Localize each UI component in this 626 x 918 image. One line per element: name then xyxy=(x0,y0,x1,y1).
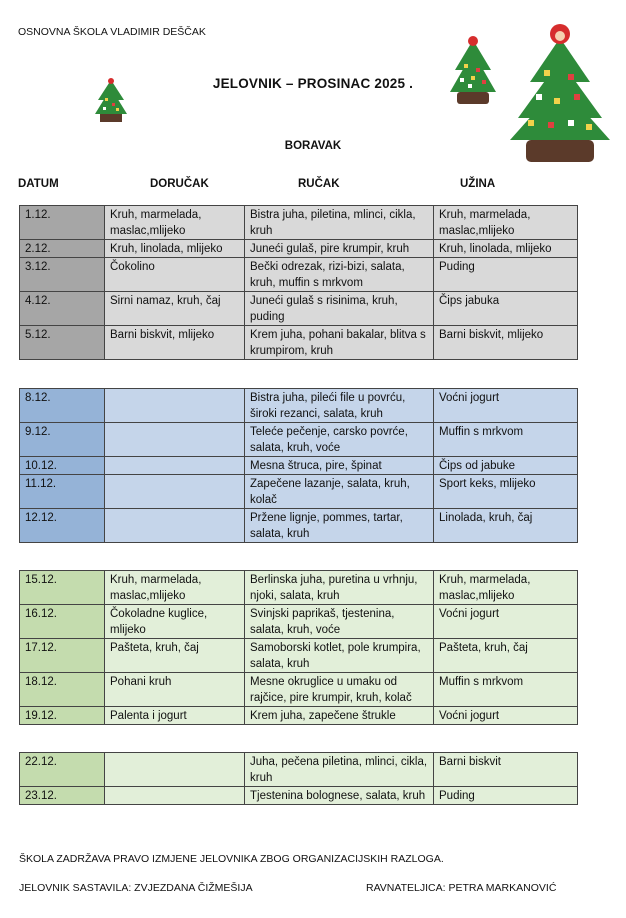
breakfast-cell xyxy=(105,787,245,805)
date-cell: 2.12. xyxy=(20,240,105,258)
breakfast-cell: Kruh, linolada, mlijeko xyxy=(105,240,245,258)
column-header-rucak: RUČAK xyxy=(298,178,340,190)
table-row xyxy=(20,605,578,639)
date-cell: 1.12. xyxy=(20,206,105,240)
christmas-tree-icon xyxy=(508,20,612,166)
page-subtitle: BORAVAK xyxy=(284,140,342,152)
date-cell: 19.12. xyxy=(20,707,105,725)
date-cell: 22.12. xyxy=(20,753,105,787)
table-row xyxy=(20,258,578,292)
table-row xyxy=(20,707,578,725)
date-cell: 5.12. xyxy=(20,326,105,360)
breakfast-cell xyxy=(105,389,245,423)
breakfast-cell: Kruh, marmelada, maslac,mlijeko xyxy=(105,206,245,240)
snack-cell: Voćni jogurt xyxy=(434,707,578,725)
table-row xyxy=(20,639,578,673)
table-row xyxy=(20,240,578,258)
breakfast-cell: Čokolino xyxy=(105,258,245,292)
snack-cell: Kruh, marmelada, maslac,mlijeko xyxy=(434,206,578,240)
lunch-cell: Teleće pečenje, carsko povrće, salata, kruh, voće xyxy=(245,423,434,457)
table-row xyxy=(20,753,578,787)
date-cell: 23.12. xyxy=(20,787,105,805)
lunch-cell: Bistra juha, piletina, mlinci, cikla, kruh xyxy=(245,206,434,240)
date-cell: 9.12. xyxy=(20,423,105,457)
lunch-cell: Tjestenina bolognese, salata, kruh xyxy=(245,787,434,805)
table-row xyxy=(20,457,578,475)
breakfast-cell: Palenta i jogurt xyxy=(105,707,245,725)
snack-cell: Puding xyxy=(434,787,578,805)
lunch-cell: Zapečene lazanje, salata, kruh, kolač xyxy=(245,475,434,509)
breakfast-cell xyxy=(105,509,245,543)
column-header-datum: DATUM xyxy=(18,178,59,190)
table-row xyxy=(20,423,578,457)
date-cell: 11.12. xyxy=(20,475,105,509)
table-row xyxy=(20,389,578,423)
table-row xyxy=(20,509,578,543)
snack-cell: Voćni jogurt xyxy=(434,389,578,423)
footer-principal: RAVNATELJICA: PETRA MARKANOVIĆ xyxy=(366,882,557,894)
lunch-cell: Mesne okruglice u umaku od rajčice, pire krumpir, kruh, kolač xyxy=(245,673,434,707)
snack-cell: Puding xyxy=(434,258,578,292)
lunch-cell: Mesna štruca, pire, špinat xyxy=(245,457,434,475)
table-row xyxy=(20,475,578,509)
date-cell: 15.12. xyxy=(20,571,105,605)
lunch-cell: Bistra juha, pileći file u povrću, široki rezanci, salata, kruh xyxy=(245,389,434,423)
menu-table-week-1 xyxy=(19,205,578,360)
column-header-uzina: UŽINA xyxy=(460,178,496,190)
snack-cell: Kruh, linolada, mlijeko xyxy=(434,240,578,258)
table-row xyxy=(20,206,578,240)
date-cell: 4.12. xyxy=(20,292,105,326)
lunch-cell: Bečki odrezak, rizi-bizi, salata, kruh, muffin s mrkvom xyxy=(245,258,434,292)
lunch-cell: Krem juha, pohani bakalar, blitva s krumpirom, kruh xyxy=(245,326,434,360)
breakfast-cell: Barni biskvit, mlijeko xyxy=(105,326,245,360)
lunch-cell: Krem juha, zapečene štrukle xyxy=(245,707,434,725)
snack-cell: Barni biskvit xyxy=(434,753,578,787)
breakfast-cell: Sirni namaz, kruh, čaj xyxy=(105,292,245,326)
menu-table-week-4 xyxy=(19,752,578,805)
breakfast-cell xyxy=(105,423,245,457)
menu-table-week-2 xyxy=(19,388,578,543)
snack-cell: Linolada, kruh, čaj xyxy=(434,509,578,543)
date-cell: 3.12. xyxy=(20,258,105,292)
lunch-cell: Juneći gulaš, pire krumpir, kruh xyxy=(245,240,434,258)
table-row xyxy=(20,571,578,605)
date-cell: 12.12. xyxy=(20,509,105,543)
lunch-cell: Svinjski paprikaš, tjestenina, salata, kruh, voće xyxy=(245,605,434,639)
date-cell: 8.12. xyxy=(20,389,105,423)
footer-author: JELOVNIK SASTAVILA: ZVJEZDANA ČIŽMEŠIJA xyxy=(19,882,253,894)
christmas-tree-icon xyxy=(92,76,130,124)
table-row xyxy=(20,673,578,707)
snack-cell: Čips od jabuke xyxy=(434,457,578,475)
snack-cell: Muffin s mrkvom xyxy=(434,423,578,457)
date-cell: 18.12. xyxy=(20,673,105,707)
page-title: JELOVNIK – PROSINAC 2025 . xyxy=(212,76,414,91)
snack-cell: Voćni jogurt xyxy=(434,605,578,639)
snack-cell: Kruh, marmelada, maslac,mlijeko xyxy=(434,571,578,605)
snack-cell: Čips jabuka xyxy=(434,292,578,326)
lunch-cell: Pržene lignje, pommes, tartar, salata, kruh xyxy=(245,509,434,543)
snack-cell: Sport keks, mlijeko xyxy=(434,475,578,509)
footer-note: ŠKOLA ZADRŽAVA PRAVO IZMJENE JELOVNIKA ZBOG ORGANIZACIJSKIH RAZLOGA. xyxy=(19,853,444,865)
breakfast-cell xyxy=(105,457,245,475)
menu-table-week-3 xyxy=(19,570,578,725)
snack-cell: Muffin s mrkvom xyxy=(434,673,578,707)
breakfast-cell: Kruh, marmelada, maslac,mlijeko xyxy=(105,571,245,605)
table-row xyxy=(20,292,578,326)
breakfast-cell: Pohani kruh xyxy=(105,673,245,707)
table-row xyxy=(20,787,578,805)
lunch-cell: Samoborski kotlet, pole krumpira, salata, kruh xyxy=(245,639,434,673)
column-header-dorucak: DORUČAK xyxy=(150,178,209,190)
school-name: OSNOVNA ŠKOLA VLADIMIR DEŠČAK xyxy=(18,26,206,38)
lunch-cell: Juha, pečena piletina, mlinci, cikla, kruh xyxy=(245,753,434,787)
breakfast-cell xyxy=(105,475,245,509)
snack-cell: Pašteta, kruh, čaj xyxy=(434,639,578,673)
date-cell: 10.12. xyxy=(20,457,105,475)
table-row xyxy=(20,326,578,360)
snack-cell: Barni biskvit, mlijeko xyxy=(434,326,578,360)
breakfast-cell: Pašteta, kruh, čaj xyxy=(105,639,245,673)
lunch-cell: Berlinska juha, puretina u vrhnju, njoki, salata, kruh xyxy=(245,571,434,605)
lunch-cell: Juneći gulaš s risinima, kruh, puding xyxy=(245,292,434,326)
date-cell: 17.12. xyxy=(20,639,105,673)
christmas-tree-icon xyxy=(446,34,500,108)
breakfast-cell: Čokoladne kuglice, mlijeko xyxy=(105,605,245,639)
breakfast-cell xyxy=(105,753,245,787)
date-cell: 16.12. xyxy=(20,605,105,639)
